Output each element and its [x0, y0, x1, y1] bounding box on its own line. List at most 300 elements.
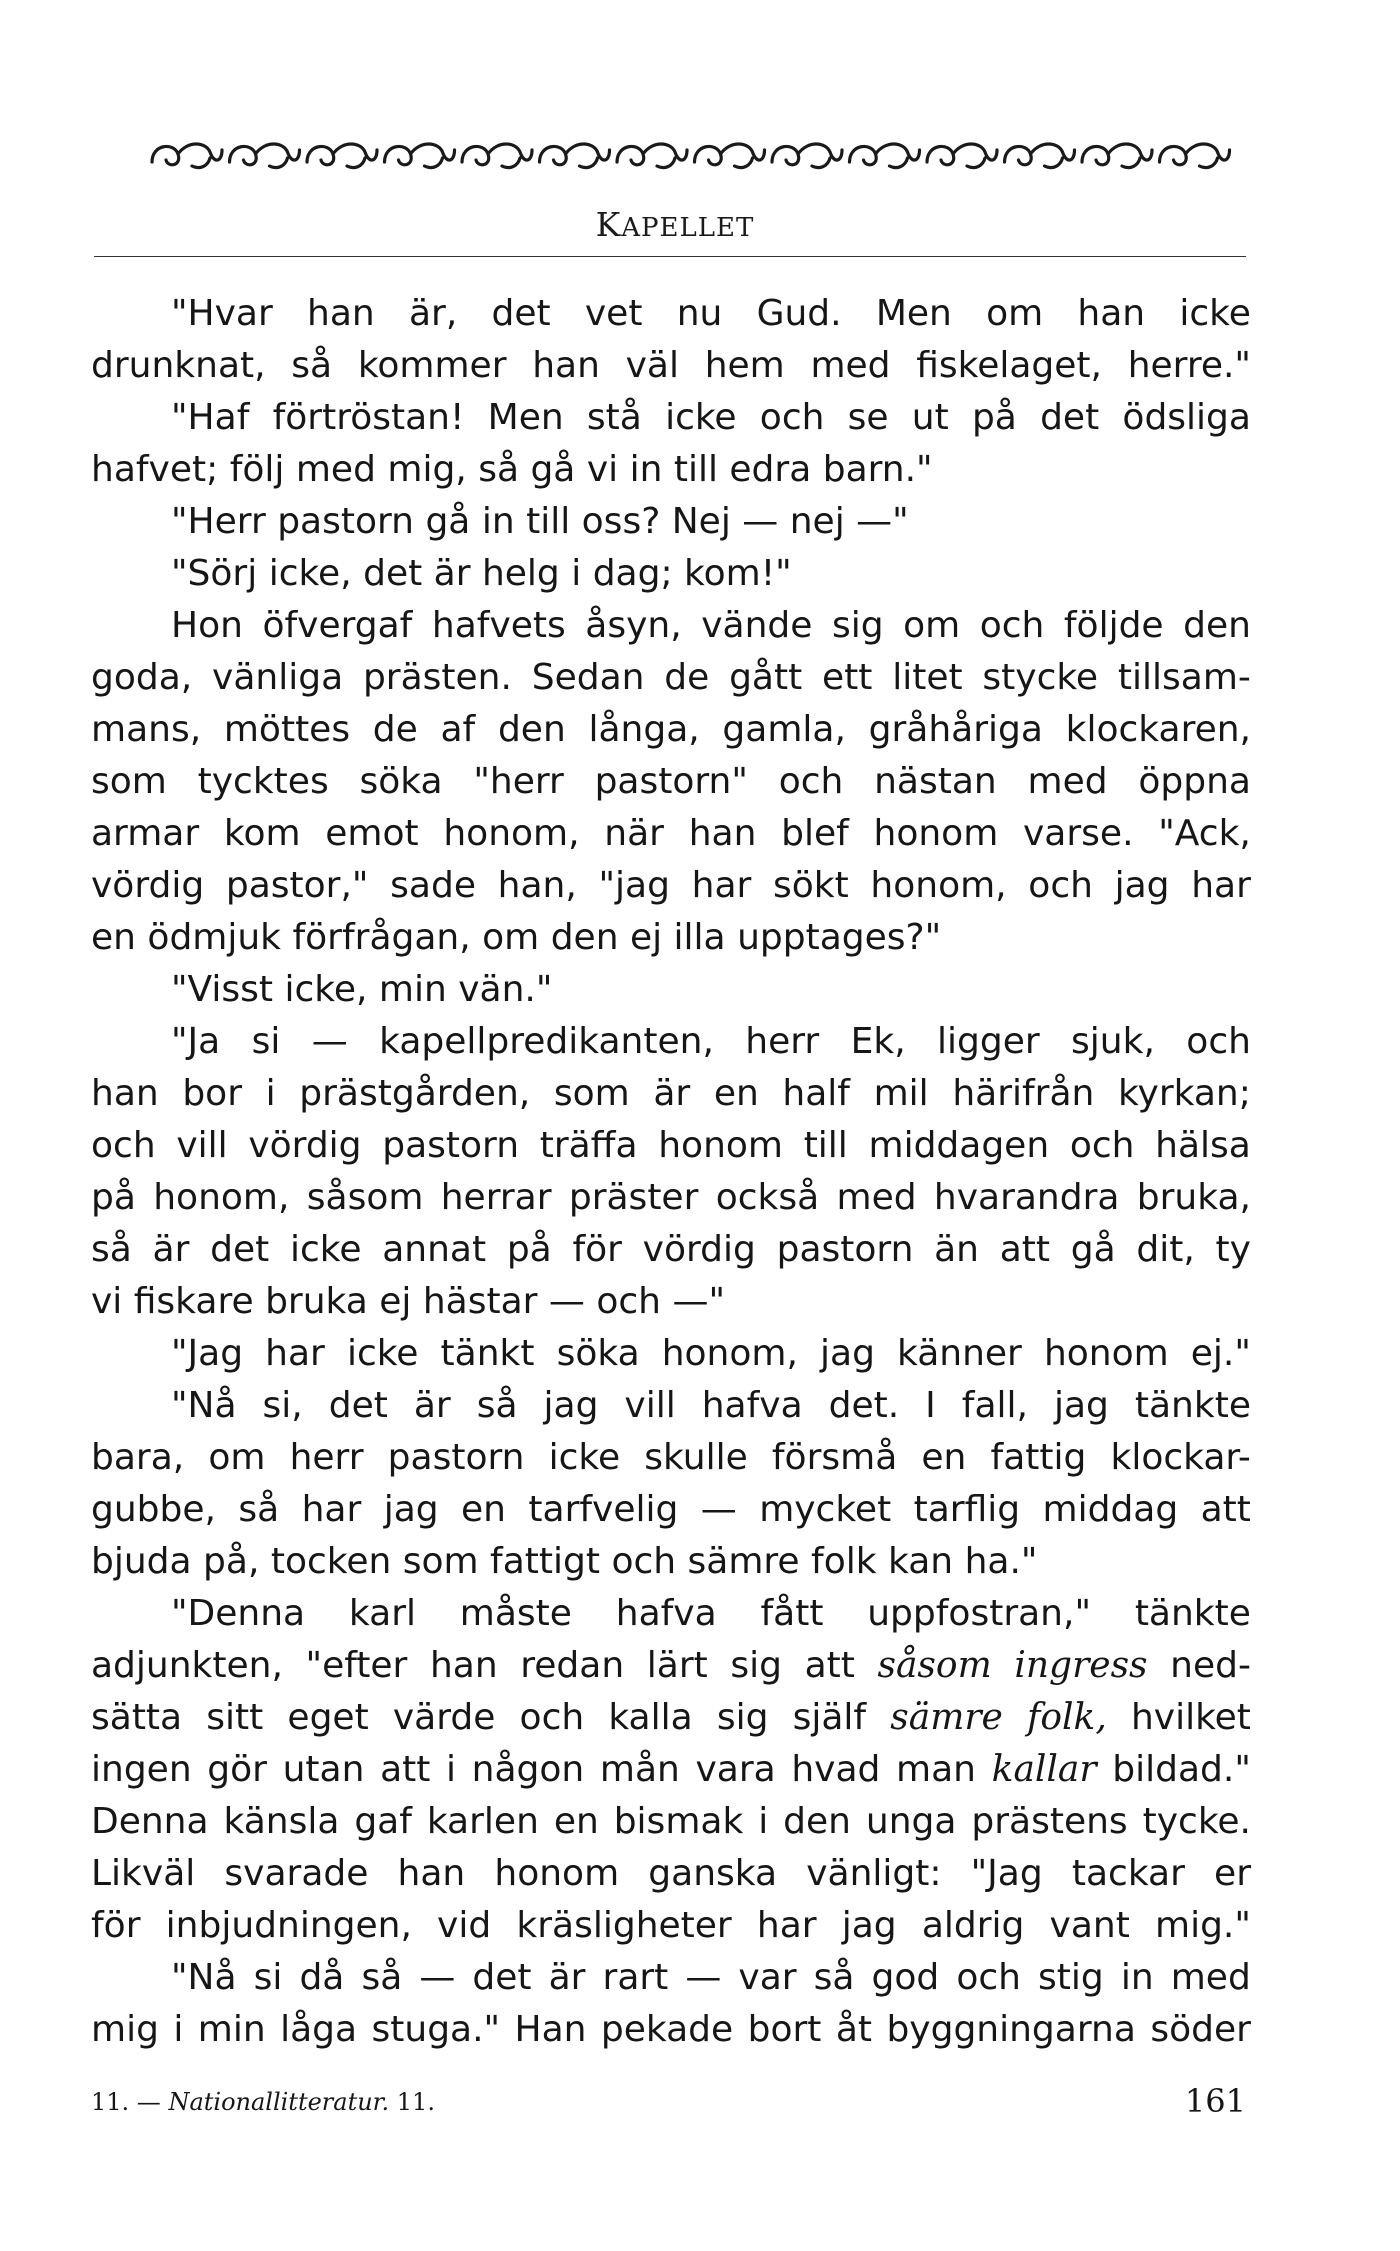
word: honom	[1043, 1333, 1169, 1374]
word: någon	[471, 1749, 585, 1790]
word: om	[986, 293, 1044, 334]
word: bort	[747, 2009, 822, 2050]
text-line	[91, 392, 1251, 444]
word: och	[1186, 1021, 1251, 1062]
word: och	[1028, 865, 1093, 906]
word: följ	[229, 449, 296, 490]
word: aldrig	[921, 1905, 1025, 1946]
word: —"	[856, 501, 909, 542]
word: sämre	[687, 1541, 812, 1582]
word: "herr	[473, 761, 564, 802]
word: och	[759, 397, 825, 438]
word: icke,	[284, 969, 379, 1010]
ornament-scroll	[540, 144, 610, 168]
word: ha."	[964, 1541, 1038, 1582]
word: skulle	[644, 1437, 748, 1478]
word: hafva	[615, 1593, 717, 1634]
word: den	[497, 709, 566, 750]
word: Denna	[91, 1801, 209, 1842]
word: hafva	[701, 1385, 803, 1426]
word: en	[91, 917, 148, 958]
word: si,	[262, 1385, 303, 1426]
word: och	[91, 1125, 156, 1166]
word: vara	[695, 1749, 776, 1790]
word: han	[688, 813, 757, 854]
word: karlen	[426, 1801, 539, 1842]
decorative-border-ornament	[148, 136, 1233, 176]
word: väl	[625, 345, 679, 386]
text-line	[91, 860, 1251, 912]
word: sökt	[773, 865, 849, 906]
word: mycket	[759, 1489, 892, 1530]
word: i	[446, 1749, 457, 1790]
word: tänkt	[440, 1333, 535, 1374]
ornament-scroll	[772, 144, 842, 168]
word: tänkte	[1134, 1593, 1251, 1634]
word: bjuda	[91, 1541, 204, 1582]
word: —	[548, 1281, 597, 1322]
word: gör	[207, 1749, 267, 1790]
word: så	[361, 1957, 403, 1998]
word: är	[653, 1073, 691, 1114]
page-number: 161	[1184, 2082, 1246, 2120]
word: bismak	[613, 1801, 744, 1842]
word: hvilket	[1130, 1697, 1251, 1738]
word: när	[604, 813, 664, 854]
word: Hon	[171, 605, 243, 646]
word: mig."	[1155, 1905, 1251, 1946]
word: "Hvar	[171, 293, 273, 334]
word: lärt	[646, 1645, 708, 1686]
word: prästgården,	[299, 1073, 531, 1114]
word: svarade	[224, 1853, 369, 1894]
word: nästan	[874, 761, 997, 802]
word: känner	[897, 1333, 1022, 1374]
word: själf	[792, 1697, 867, 1738]
word: vänligt:	[806, 1853, 942, 1894]
word: också	[715, 1177, 820, 1218]
word: träffa	[539, 1125, 638, 1166]
word: kapellpredikanten,	[379, 1021, 714, 1062]
word: hvarandra	[933, 1177, 1120, 1218]
word: gått	[729, 657, 803, 698]
word: så	[813, 1957, 855, 1998]
word: pastorn	[776, 1229, 914, 1270]
word: vänliga	[212, 657, 344, 698]
word: och	[956, 1957, 1021, 1998]
word: har	[1191, 865, 1251, 906]
word: bruka	[265, 1281, 380, 1322]
word: herr	[745, 1021, 820, 1062]
word: adjunkten,	[91, 1645, 283, 1686]
word: nej	[789, 501, 857, 542]
word: så	[91, 1229, 132, 1270]
word: söder	[1150, 2009, 1251, 2050]
text-line	[91, 496, 1251, 548]
text-line	[91, 652, 1251, 704]
word: han	[307, 293, 375, 334]
word: vi	[586, 449, 630, 490]
word: ut	[911, 397, 949, 438]
word: pastor,"	[225, 865, 369, 906]
word: jag	[383, 1489, 439, 1530]
text-line	[91, 1536, 1251, 1588]
word: i	[571, 553, 593, 594]
running-head-rest: APELLET	[621, 213, 755, 243]
word: ett	[822, 657, 873, 698]
word: ty	[1215, 1229, 1251, 1270]
word: ingress	[1014, 1645, 1148, 1686]
text-line	[91, 756, 1251, 808]
word: vill	[624, 1385, 676, 1426]
word: tocken	[270, 1541, 403, 1582]
word: den	[550, 917, 630, 958]
word: en	[921, 1437, 967, 1478]
word: mans,	[91, 709, 202, 750]
word: det	[491, 293, 551, 334]
word: ej."	[1190, 1333, 1251, 1374]
word: och	[519, 1697, 585, 1738]
page-footer	[91, 2082, 1246, 2142]
word: att	[1200, 1489, 1251, 1530]
ornament-scroll	[927, 144, 997, 168]
word: det	[1040, 397, 1100, 438]
word: vördig	[91, 865, 205, 906]
word: ganska	[648, 1853, 778, 1894]
word: —	[419, 1957, 456, 1998]
word: och	[1069, 1125, 1135, 1166]
ornament-scroll	[307, 144, 377, 168]
word: stuga."	[371, 2009, 501, 2050]
word: på	[506, 1229, 552, 1270]
word: honom	[658, 1125, 783, 1166]
word: litet	[892, 657, 963, 698]
word: han	[397, 1853, 466, 1894]
word: jag	[841, 1905, 897, 1946]
word: hafvet;	[91, 449, 230, 490]
word: bor	[182, 1073, 243, 1114]
word: "Nå	[171, 1957, 237, 1998]
word: och	[979, 605, 1045, 646]
word: han	[1077, 293, 1146, 334]
word: med	[1027, 761, 1108, 802]
word: er	[1214, 1853, 1251, 1894]
word: folk	[811, 1541, 889, 1582]
text-line	[91, 1016, 1251, 1068]
word: oss?	[581, 501, 672, 542]
word: unga	[865, 1801, 957, 1842]
word: fått	[760, 1593, 824, 1634]
word: ej	[379, 1281, 423, 1322]
word: klockaren,	[1065, 709, 1251, 750]
word: fiskelaget,	[916, 345, 1102, 386]
word: folk,	[1027, 1697, 1107, 1738]
word: har	[691, 865, 752, 906]
ornament-scroll	[462, 144, 532, 168]
word: mil	[873, 1073, 929, 1114]
word: bildad."	[1112, 1749, 1251, 1790]
word: barn."	[822, 449, 933, 490]
word: herre."	[1127, 345, 1251, 386]
word: är,	[408, 293, 458, 334]
word: hem	[704, 345, 785, 386]
word: varse.	[1023, 813, 1134, 854]
word: på,	[203, 1541, 271, 1582]
word: "Jag	[970, 1853, 1043, 1894]
ornament-scroll	[617, 144, 687, 168]
word: ned-	[1170, 1645, 1251, 1686]
word: vän."	[458, 969, 553, 1010]
word: och	[596, 1281, 673, 1322]
word: jag	[1114, 865, 1170, 906]
word: för	[572, 1229, 622, 1270]
word: kalla	[608, 1697, 693, 1738]
word: mån	[599, 1749, 680, 1790]
text-line	[91, 964, 1251, 1016]
word: härifrån	[952, 1073, 1095, 1114]
word: honom	[873, 813, 999, 854]
word: de	[372, 709, 418, 750]
word: jag	[1053, 1385, 1109, 1426]
word: han	[429, 1645, 498, 1686]
word: vant	[1049, 1905, 1130, 1946]
word: kyrkan;	[1117, 1073, 1251, 1114]
word: ligger	[937, 1021, 1040, 1062]
word: låga	[280, 2009, 358, 2050]
text-line	[91, 1172, 1251, 1224]
word: —	[685, 1957, 722, 1998]
word: såsom	[306, 1177, 424, 1218]
word: om	[208, 1437, 266, 1478]
word: kräsligheter	[516, 1905, 732, 1946]
running-head-initial: K	[595, 205, 622, 244]
word: åt	[835, 2009, 873, 2050]
word: inbjudningen,	[165, 1905, 412, 1946]
word: det.	[828, 1385, 900, 1426]
word: söka	[359, 761, 443, 802]
word: —	[700, 1489, 737, 1530]
word: det	[210, 1229, 270, 1270]
word: som	[553, 1073, 630, 1114]
word: gamla,	[722, 709, 846, 750]
word: "Visst	[171, 969, 285, 1010]
word: gå	[1070, 1229, 1116, 1270]
running-head	[0, 205, 1350, 244]
word: har	[756, 1905, 817, 1946]
word: stig	[1038, 1957, 1104, 1998]
word: förtröstan!	[272, 397, 465, 438]
word: en	[461, 1489, 506, 1530]
word: Nej	[671, 501, 743, 542]
word: nu	[676, 293, 723, 334]
word: mig,	[387, 449, 479, 490]
word: hafvets	[431, 605, 566, 646]
word: fattigt	[490, 1541, 612, 1582]
word: "jag	[598, 865, 670, 906]
word: gubbe,	[91, 1489, 216, 1530]
ornament-scroll	[230, 144, 300, 168]
word: sig	[730, 1645, 782, 1686]
word: kan	[888, 1541, 965, 1582]
word: och	[778, 761, 844, 802]
word: fall,	[961, 1385, 1028, 1426]
text-line	[91, 1952, 1251, 2004]
word: si	[253, 1957, 283, 1998]
word: —	[311, 1021, 348, 1062]
word: han	[532, 345, 600, 386]
word: Men	[875, 293, 952, 334]
word: half	[782, 1073, 850, 1114]
word: —	[742, 501, 790, 542]
ornament-scroll	[695, 144, 765, 168]
word: han	[91, 1073, 159, 1114]
word: dit,	[1136, 1229, 1195, 1270]
word: —"	[672, 1281, 725, 1322]
word: vände	[701, 605, 813, 646]
word: prästens	[971, 1801, 1128, 1842]
word: med	[295, 449, 388, 490]
word: hvad	[791, 1749, 881, 1790]
word: in	[481, 501, 527, 542]
text-line	[91, 1588, 1251, 1640]
printer-signature: 11. — Nationallitteratur. 11.	[91, 2088, 435, 2116]
word: sätta	[91, 1697, 183, 1738]
word: om	[482, 917, 551, 958]
word: Han	[514, 2009, 587, 2050]
word: honom,	[870, 865, 1007, 906]
word: stycke	[982, 657, 1099, 698]
text-line	[91, 1848, 1251, 1900]
word: pastorn	[382, 1125, 520, 1166]
word: min	[378, 969, 459, 1010]
word: det	[328, 1385, 388, 1426]
word: gå	[530, 449, 587, 490]
word: präster	[568, 1177, 699, 1218]
word: Men	[487, 397, 564, 438]
word: än	[934, 1229, 979, 1270]
text-line	[91, 288, 1251, 340]
text-line	[91, 912, 1251, 964]
word: edra	[729, 449, 823, 490]
word: kommer	[357, 345, 507, 386]
word: till	[803, 1125, 848, 1166]
word: bruka,	[1136, 1177, 1251, 1218]
word: tillsam-	[1117, 657, 1251, 698]
word: med	[810, 345, 891, 386]
word: tarfvelig	[528, 1489, 679, 1530]
word: af	[440, 709, 476, 750]
word: Sedan	[531, 657, 645, 698]
word: hästar	[422, 1281, 549, 1322]
word: är	[433, 553, 482, 594]
word: herr	[289, 1437, 364, 1478]
word: god	[871, 1957, 940, 1998]
word: på	[91, 1177, 136, 1218]
word: gaf	[354, 1801, 412, 1842]
word: fiskare	[133, 1281, 266, 1322]
word: såsom	[877, 1645, 992, 1686]
word: ödmjuk	[147, 917, 293, 958]
word: icke	[548, 1437, 621, 1478]
word: redan	[520, 1645, 625, 1686]
word: utan	[282, 1749, 365, 1790]
word: till	[673, 449, 730, 490]
word: ödsliga	[1122, 397, 1251, 438]
word: middag	[1042, 1489, 1179, 1530]
word: icke,	[268, 553, 364, 594]
text-line	[91, 1068, 1251, 1120]
word: är	[548, 1957, 586, 1998]
word: klockar-	[1110, 1437, 1251, 1478]
word: för	[91, 1905, 141, 1946]
text-line	[91, 1640, 1251, 1692]
word: möttes	[223, 709, 351, 750]
word: mig	[91, 2009, 159, 2050]
word: ingen	[91, 1749, 192, 1790]
word: vördig	[248, 1125, 362, 1166]
body-text	[91, 288, 1251, 2056]
word: är	[152, 1229, 190, 1270]
word: var	[738, 1957, 797, 1998]
word: prästen.	[362, 657, 512, 698]
word: gråhåriga	[868, 709, 1043, 750]
word: kom!"	[684, 553, 792, 594]
word: emot	[325, 813, 419, 854]
word: så	[238, 1489, 280, 1530]
word: "Herr	[171, 501, 278, 542]
word: att	[804, 1645, 855, 1686]
word: blef	[781, 813, 849, 854]
word: stå	[586, 397, 642, 438]
word: kom	[223, 813, 301, 854]
word: tarflig	[913, 1489, 1021, 1530]
word: om	[903, 605, 961, 646]
word: som	[402, 1541, 491, 1582]
word: den	[1183, 605, 1251, 646]
word: byggningarna	[886, 2009, 1136, 2050]
word: det	[363, 553, 434, 594]
word: som	[91, 761, 167, 802]
header-rule	[94, 256, 1246, 257]
word: det	[472, 1957, 532, 1998]
word: "Denna	[171, 1593, 306, 1634]
text-line	[91, 704, 1251, 756]
word: honom,	[153, 1177, 290, 1218]
word: öppna	[1138, 761, 1251, 802]
ornament-scroll	[1005, 144, 1075, 168]
word: i	[265, 1073, 276, 1114]
text-line	[91, 2004, 1251, 2056]
text-line	[91, 444, 1251, 496]
word: vill	[176, 1125, 228, 1166]
word: goda,	[91, 657, 193, 698]
word: sig	[716, 1697, 769, 1738]
text-line	[91, 548, 1251, 600]
text-line	[91, 808, 1251, 860]
text-line	[91, 1432, 1251, 1484]
word: den	[783, 1801, 851, 1842]
word: icke	[1179, 293, 1251, 334]
word: "Ack,	[1158, 813, 1251, 854]
word: Likväl	[91, 1853, 196, 1894]
word: pekade	[600, 2009, 734, 2050]
word: annat	[382, 1229, 487, 1270]
word: måste	[459, 1593, 572, 1634]
word: vet	[584, 293, 643, 334]
word: pastorn	[387, 1437, 525, 1478]
ornament-scroll	[850, 144, 920, 168]
word: i	[173, 2009, 184, 2050]
